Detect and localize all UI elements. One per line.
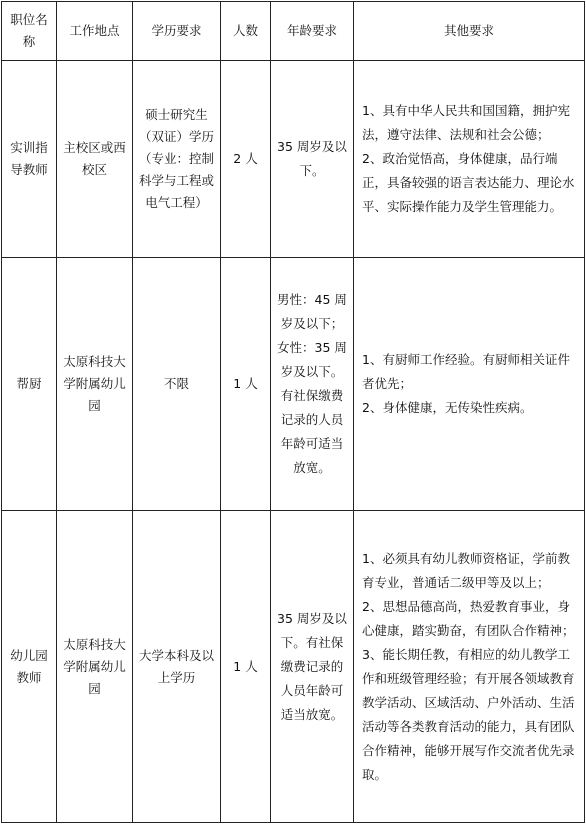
header-education: 学历要求 (133, 2, 221, 61)
count-cell: 1 人 (221, 511, 271, 823)
age-cell: 男性：45 周岁及以下；女性：35 周岁及以下。有社保缴费记录的人员年龄可适当放宽。 (271, 258, 354, 511)
education-cell: 硕士研究生（双证）学历（专业：控制科学与工程或电气工程） (133, 61, 221, 258)
position-cell: 实训指导教师 (2, 61, 57, 258)
header-age: 年龄要求 (271, 2, 354, 61)
requirement-item: 1、有厨师工作经验。有厨师相关证件者优先； (362, 352, 570, 391)
table-row (2, 258, 585, 511)
count-cell: 1 人 (221, 258, 271, 511)
table-row (2, 61, 585, 258)
other-requirements-cell (354, 258, 585, 511)
position-cell: 幼儿园教师 (2, 511, 57, 823)
other-requirements-cell (354, 511, 585, 823)
requirement-item: 3、能长期任教，有相应的幼儿教学工作和班级管理经验；有开展各领域教育教学活动、区域活动、户外活动、生活活动等各类教育活动的能力，具有团队合作精神，能够开展写作交流者优先录取。 (362, 646, 575, 782)
education-cell: 大学本科及以上学历 (133, 511, 221, 823)
header-count: 人数 (221, 2, 271, 61)
requirement-item: 2、政治觉悟高，身体健康，品行端正，具备较强的语言表达能力、理论水平、实际操作能力及学生管理能力。 (362, 151, 575, 214)
header-position: 职位名称 (2, 2, 57, 61)
location-cell: 主校区或西校区 (57, 61, 133, 258)
header-other: 其他要求 (354, 2, 585, 61)
header-location: 工作地点 (57, 2, 133, 61)
position-cell: 帮厨 (2, 258, 57, 511)
location-cell: 太原科技大学附属幼儿园 (57, 258, 133, 511)
table-row (2, 511, 585, 823)
age-cell: 35 周岁及以下。 (271, 61, 354, 258)
requirement-item: 1、具有中华人民共和国国籍，拥护宪法，遵守法律、法规和社会公德； (362, 103, 570, 142)
location-cell: 太原科技大学附属幼儿园 (57, 511, 133, 823)
count-cell: 2 人 (221, 61, 271, 258)
recruitment-table (1, 1, 585, 823)
header-row (2, 2, 585, 61)
age-cell: 35 周岁及以下。有社保缴费记录的人员年龄可适当放宽。 (271, 511, 354, 823)
education-cell: 不限 (133, 258, 221, 511)
requirement-item: 2、思想品德高尚，热爱教育事业，身心健康，踏实勤奋，有团队合作精神； (362, 598, 575, 638)
requirement-item: 2、身体健康，无传染性疾病。 (362, 400, 533, 415)
other-requirements-cell (354, 61, 585, 258)
requirement-item: 1、必须具有幼儿教师资格证，学前教育专业，普通话二级甲等及以上； (362, 550, 570, 590)
